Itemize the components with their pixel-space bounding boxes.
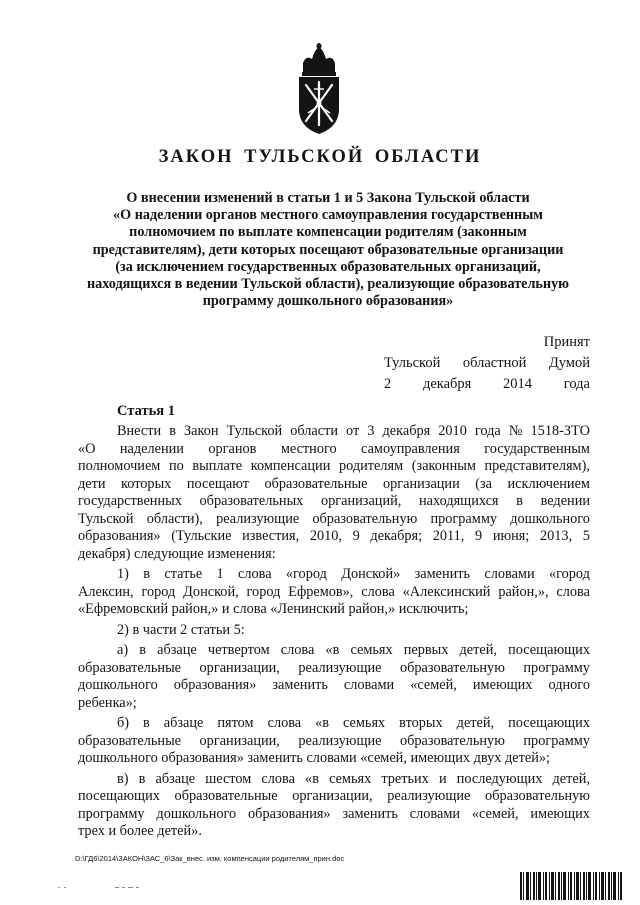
text-line: образовательные организации, реализующие образовательную программу [78, 732, 590, 749]
subject-line: представителям), дети которых посещают образовательные организации [92, 241, 564, 258]
subject-line: «О наделении органов местного самоуправления государственным [113, 207, 543, 224]
subject-line: программу дошкольного образования» [202, 293, 454, 310]
adoption-date [384, 374, 590, 395]
amendment-item-2v [78, 771, 590, 841]
text-line: б) в абзаце пятом слова «в семьях вторых детей, посещающих [117, 715, 590, 731]
text-line: образования» (Тульские известия, 2010, 9 декабря; 2011, 9 июня; 2013, 5 [78, 528, 590, 544]
law-subject [60, 190, 596, 310]
subject-line: находящихся в ведении Тульской области), реализующие образовательную [86, 276, 570, 293]
law-title: ЗАКОН ТУЛЬСКОЙ ОБЛАСТИ [158, 147, 482, 167]
amendment-item-2b [78, 715, 590, 768]
text-line: в) в абзаце шестом слова «в семьях третьих и последующих детей, [117, 770, 590, 787]
adopting-body-word: Думой [548, 355, 590, 371]
adoption-date-year: 2014 [503, 376, 533, 392]
tula-coat-of-arms-icon [293, 43, 345, 135]
article-intro [78, 423, 590, 563]
text-line: государственных образовательных организаций, находящихся в ведении [78, 493, 590, 509]
text-line: ребенка»; [78, 694, 137, 711]
accepted-word: Принят [543, 334, 590, 350]
text-line: программу дошкольного образования» заменить словами «семей, имеющих [78, 805, 590, 822]
amendment-item-2 [78, 622, 590, 640]
adoption-date-suffix: года [563, 376, 590, 392]
text-line: 1) в статье 1 слова «город Донской» заменить словами «город [117, 566, 590, 582]
subject-line: О внесении изменений в статьи 1 и 5 Закона Тульской области [126, 190, 530, 206]
text-line: «О наделении органов местного самоуправления государственным [78, 440, 590, 457]
text-line: а) в абзаце четвертом слова «в семьях первых детей, посещающих [117, 642, 590, 658]
text-line: образовательные организации, реализующие образовательную программу [78, 659, 590, 676]
article-heading: Статья 1 [117, 403, 175, 419]
amendment-item-2a [78, 642, 590, 712]
article-body [78, 420, 590, 841]
scan-artifact [58, 886, 68, 890]
text-line: декабря) следующие изменения: [78, 545, 276, 562]
text-line: дети которых посещают образовательные организации (за исключением [78, 475, 590, 492]
subject-line: (за исключением государственных образовательных организаций, [115, 258, 541, 275]
subject-line: полномочием по выплате компенсации родителям (законным [129, 224, 527, 241]
text-line: Алексин, город Донской, город Ефремов», слова «Алексинский район,», слова [78, 583, 590, 600]
adoption-date-month: декабря [422, 376, 472, 392]
text-line: полномочием по выплате компенсации родителям (законным представителям), [78, 458, 590, 474]
text-line: «Ефремовский район,» и слова «Ленинский район,» исключить; [78, 601, 469, 617]
adoption-date-day: 2 [384, 376, 392, 392]
document-file-path: D:\ГД6\2014\ЗАКОН\ЗАС_6\Зак_внес. изм. компенсации родителям_прин.doc [75, 854, 345, 863]
amendment-item-1 [78, 566, 590, 619]
adoption-block [384, 332, 590, 395]
text-line: 2) в части 2 статьи 5: [117, 621, 245, 638]
scan-artifact [115, 886, 141, 890]
adopting-body [384, 353, 590, 374]
text-line: посещающих образовательные организации, реализующие образовательную [78, 788, 590, 804]
adopting-body-word: Тульской [384, 355, 441, 371]
barcode-icon [520, 872, 622, 900]
text-line: трех и более детей». [78, 823, 202, 839]
text-line: Тульской области), реализующие образовательную программу дошкольного [78, 510, 590, 527]
adopting-body-word: областной [462, 355, 527, 371]
text-line: дошкольного образования» заменить словами «семей, имеющих двух детей»; [78, 750, 550, 766]
text-line: дошкольного образования» заменить словами «семей, имеющих одного [78, 677, 590, 693]
text-line: Внести в Закон Тульской области от 3 декабря 2010 года № 1518-ЗТО [117, 423, 590, 439]
